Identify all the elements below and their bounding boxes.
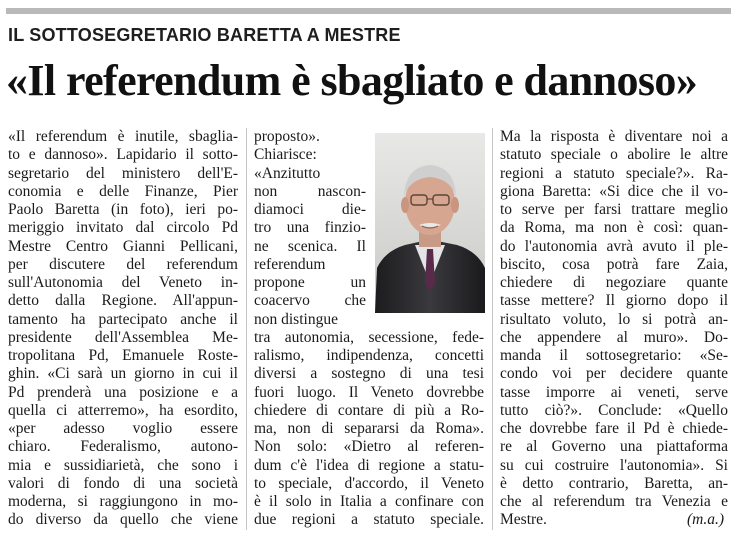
text-line: Pd prenderà una posizione e a	[8, 383, 238, 401]
text-line: tro una finzio-	[254, 219, 366, 237]
text-line: Mestre.	[500, 511, 547, 529]
text-line: proposto».	[254, 128, 320, 145]
text-line: è il solo in Italia a confinare con	[254, 493, 484, 510]
text-line: regioni a statuto speciale?». Ra-	[500, 164, 728, 182]
text-line: ma, non di separarsi da Roma».	[254, 420, 484, 437]
text-line: «per adesso voglio essere	[8, 420, 238, 437]
text-line: to serve per farsi trattare meglio	[500, 201, 728, 218]
text-line: «Anzitutto	[254, 164, 321, 182]
text-line: do l'autonomia avrà avuto il ple-	[500, 237, 728, 255]
headline: «Il referendum è sbagliato e dannoso»	[6, 56, 698, 105]
text-line: tropolitana Pd, Emanuele Roste-	[8, 347, 238, 364]
text-line: ne scenica. Il	[254, 237, 366, 255]
text-line: per discutere del referendum	[8, 255, 238, 273]
text-line: Paolo Baretta (in foto), ieri po-	[8, 201, 238, 218]
text-line: fuori luogo. Il Veneto dovrebbe	[254, 383, 484, 401]
text-line: biscito, cosa potrà fare Zaia,	[500, 255, 728, 273]
article-column-2	[254, 128, 484, 530]
text-line: Mestre Centro Gianni Pellicani,	[8, 237, 238, 255]
article-column-1	[8, 128, 238, 530]
text-line-last	[500, 511, 728, 529]
text-line: è detto contrario, Baretta, an-	[500, 474, 728, 492]
article-column-3	[500, 128, 728, 530]
text-line: Non solo: «Dietro al referen-	[254, 438, 484, 456]
text-line: propone un	[254, 274, 366, 291]
text-line: da Roma, ma non è così: quan-	[500, 219, 728, 237]
text-line: chiedere di contare di più a Ro-	[254, 401, 484, 419]
text-line: condo voi per decidere quante	[500, 365, 728, 383]
text-line: to e dannoso». Lapidario il sotto-	[8, 146, 238, 164]
text-line: valori di fondo di una società	[8, 474, 238, 492]
kicker: IL SOTTOSEGRETARIO BARETTA A MESTRE	[8, 25, 401, 45]
text-line: quella ci atterremo», ha esordito,	[8, 401, 238, 419]
text-line: che dovrebbe fare il Pd è chiede-	[500, 420, 728, 437]
text-line: «Il referendum è inutile, sbaglia-	[8, 128, 238, 145]
text-line: conomia e delle Finanze, Pier	[8, 182, 238, 200]
text-line: chiedere di negoziare quante	[500, 274, 728, 291]
column-divider	[246, 128, 247, 530]
text-line: risultato voluto, lo si potrà an-	[500, 310, 728, 328]
text-line: non distingue	[254, 310, 338, 328]
text-line: dum c'è l'idea di regione a statu-	[254, 456, 484, 474]
text-line: chiaro. Federalismo, autono-	[8, 438, 238, 456]
text-line: do diverso da quello che viene	[8, 511, 238, 529]
text-line: segretario del ministero dell'E-	[8, 164, 238, 182]
text-line: moderna, si raggiungono in mo-	[8, 493, 238, 510]
author-signature: (m.a.)	[686, 511, 724, 529]
text-line: che al referendum tra Venezia e	[500, 493, 728, 510]
column-divider	[492, 128, 493, 530]
text-line: meriggio invitato dal circolo Pd	[8, 219, 238, 237]
text-line: diamoci die-	[254, 201, 366, 218]
text-line: re al Governo una piattaforma	[500, 438, 728, 456]
text-line: detto dalla Regione. All'appun-	[8, 292, 238, 310]
text-line: ralismo, indipendenza, concetti	[254, 347, 484, 364]
text-line: tutto ciò?». Conclude: «Quello	[500, 401, 728, 419]
text-line: ghin. «Ci sarà un giorno in cui il	[8, 365, 238, 383]
text-line: referendum	[254, 255, 326, 273]
text-line: mia e sussidiarietà, che sono i	[8, 456, 238, 474]
text-line: tasse mettere? Il giorno dopo il	[500, 292, 728, 310]
text-line: tra autonomia, secessione, fede-	[254, 328, 484, 346]
text-line: presidente dell'Assemblea Me-	[8, 328, 238, 346]
text-line: diversi a sostegno di una tesi	[254, 365, 484, 383]
text-line: sull'Autonomia del Veneto in-	[8, 274, 238, 291]
text-line: Chiarisce:	[254, 146, 317, 164]
top-rule	[6, 8, 731, 14]
text-line: non nascon-	[254, 182, 366, 200]
text-line: che appendere al muro». Do-	[500, 328, 728, 346]
text-line: tamento ha partecipato anche il	[8, 310, 238, 328]
text-line: su cui costruire l'autonomia». Si	[500, 456, 728, 474]
text-line: tasse imporre ai veneti, serve	[500, 383, 728, 401]
text-line: manda il sottosegretario: «Se-	[500, 347, 728, 364]
text-line: due regioni a statuto speciale.	[254, 511, 484, 529]
text-line: coacervo che	[254, 292, 366, 310]
text-line: giona Baretta: «Si dice che il vo-	[500, 182, 728, 200]
text-line: Ma la risposta è diventare noi a	[500, 128, 728, 145]
text-line: statuto speciale o abolire le altre	[500, 146, 728, 164]
text-line: to speciale, d'accordo, il Veneto	[254, 474, 484, 492]
